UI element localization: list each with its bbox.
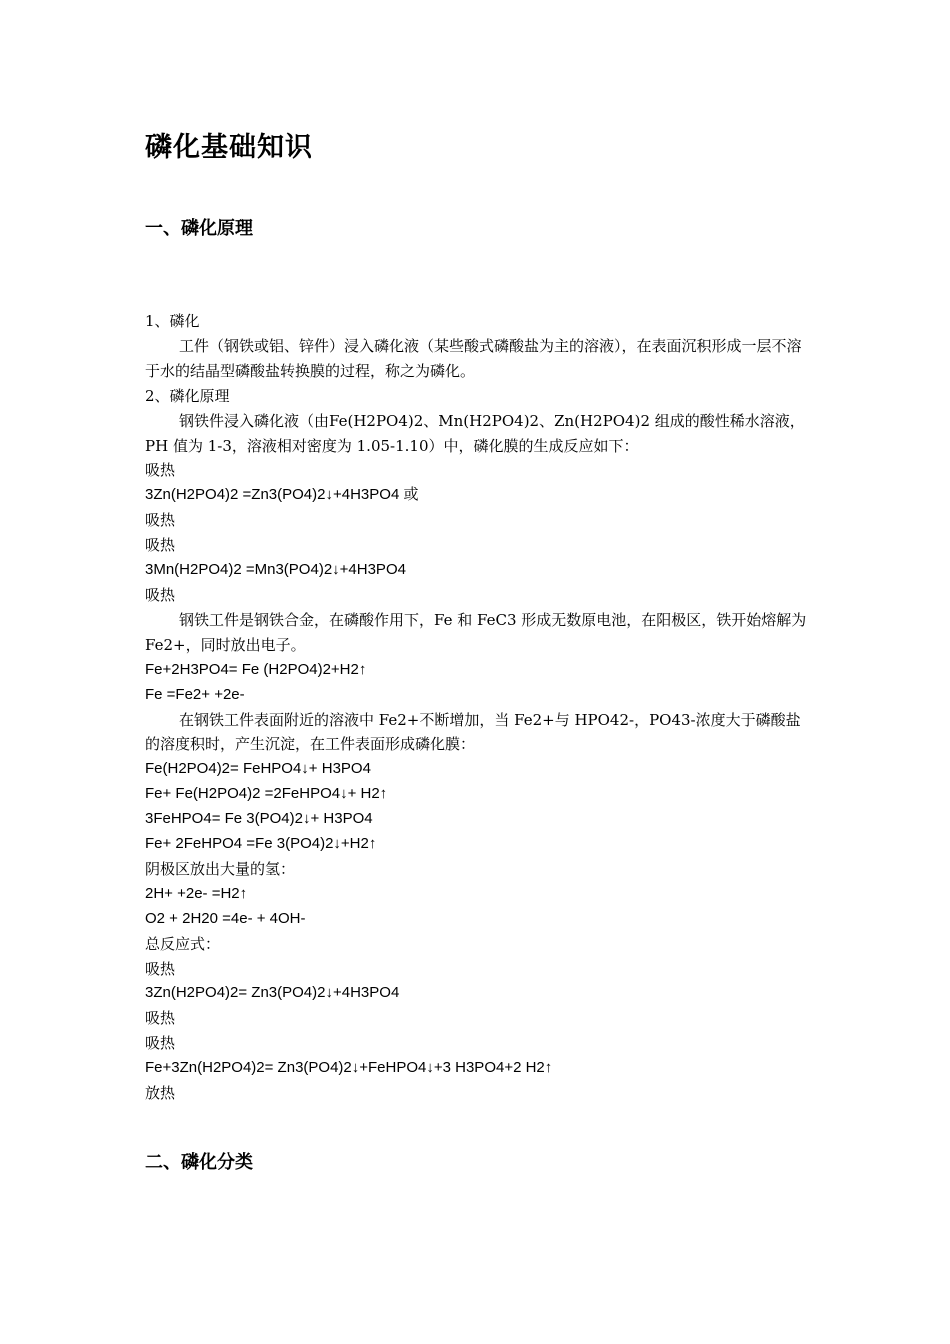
body-paragraph: 钢铁工件是钢铁合金，在磷酸作用下，Fe 和 FeC3 形成无数原电池，在阳极区，铁开始熔解为 Fe2+，同时放出电子。	[145, 610, 807, 654]
body-line: 1、磷化	[145, 312, 200, 330]
chemical-equation: Fe+ 2FeHPO4 =Fe 3(PO4)2↓+H2↑	[145, 835, 377, 853]
chemical-equation: Fe+ Fe(H2PO4)2 =2FeHPO4↓+ H2↑	[145, 785, 388, 803]
document-title: 磷化基础知识	[145, 132, 313, 163]
section-body	[145, 309, 810, 1106]
chemical-equation: O2 + 2H20 =4e- + 4OH-	[145, 909, 306, 927]
body-line: 吸热	[145, 536, 176, 555]
chemical-equation: 3FeHPO4= Fe 3(PO4)2↓+ H3PO4	[145, 810, 373, 828]
body-paragraph: 在钢铁工件表面附近的溶液中 Fe2+不断增加，当 Fe2+与 HPO42-，PO43-浓度大于磷酸盐的溶度积时，产生沉淀，在工件表面形成磷化膜：	[145, 710, 801, 754]
body-line: 吸热	[145, 511, 176, 530]
body-line: 2、磷化原理	[145, 386, 230, 405]
chemical-equation: 3Zn(H2PO4)2 =Zn3(PO4)2↓+4H3PO4 或	[145, 486, 419, 504]
chemical-equation: 3Mn(H2PO4)2 =Mn3(PO4)2↓+4H3PO4	[145, 561, 406, 579]
body-line: 总反应式：	[145, 934, 221, 953]
chemical-equation: 2H+ +2e- =H2↑	[145, 884, 248, 902]
body-paragraph: 工件（钢铁或铝、锌件）浸入磷化液（某些酸式磷酸盐为主的溶液），在表面沉积形成一层不溶于水的结晶型磷酸盐转换膜的过程，称之为磷化。	[145, 336, 802, 380]
body-line: 吸热	[145, 585, 176, 604]
chemical-equation: Fe =Fe2+ +2e-	[145, 685, 245, 703]
body-line: 吸热	[145, 1034, 176, 1053]
body-line: 吸热	[145, 1009, 176, 1028]
chemical-equation: Fe+3Zn(H2PO4)2= Zn3(PO4)2↓+FeHPO4↓+3 H3PO4+2 H2↑	[145, 1059, 553, 1077]
chemical-equation: Fe+2H3PO4= Fe (H2PO4)2+H2↑	[145, 660, 367, 678]
body-line: 放热	[145, 1084, 176, 1103]
body-line: 阴极区放出大量的氢：	[145, 859, 296, 878]
section-heading-principle: 一、磷化原理	[145, 218, 253, 239]
section-heading-classification: 二、磷化分类	[145, 1152, 253, 1173]
body-line: 吸热	[145, 461, 176, 480]
body-line: 吸热	[145, 959, 176, 978]
body-paragraph: 钢铁件浸入磷化液（由Fe(H2PO4)2、Mn(H2PO4)2、Zn(H2PO4)2 组成的酸性稀水溶液，PH 值为 1-3，溶液相对密度为 1.05-1.10）中，磷化膜的生成反应如下：	[145, 411, 805, 455]
chemical-equation: 3Zn(H2PO4)2= Zn3(PO4)2↓+4H3PO4	[145, 984, 400, 1002]
chemical-equation: Fe(H2PO4)2= FeHPO4↓+ H3PO4	[145, 760, 371, 778]
